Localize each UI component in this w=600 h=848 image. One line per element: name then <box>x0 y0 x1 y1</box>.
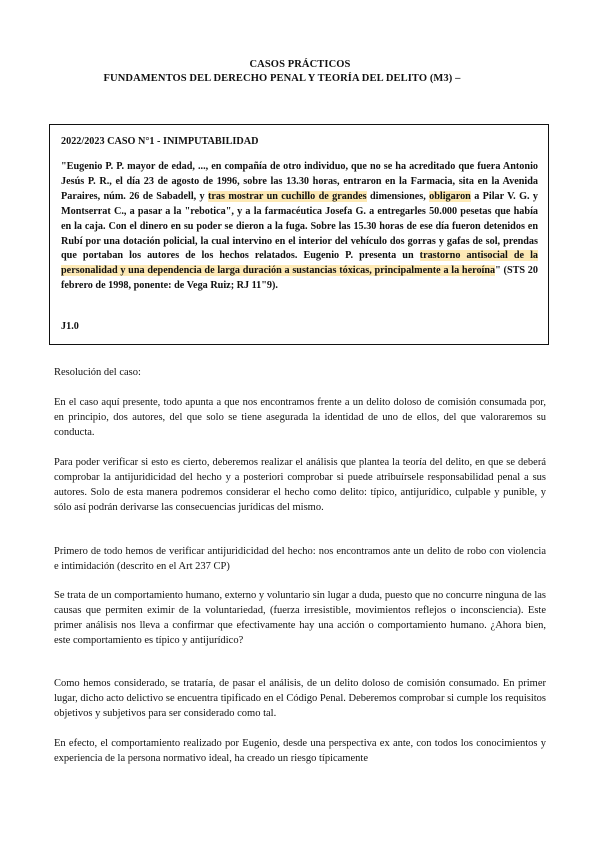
case-text-highlight2: obligaron <box>429 190 471 202</box>
paragraph-5: Como hemos considerado, se trataría, de pasar el análisis, de un delito doloso de comisión consumado. En primer lugar, dicho acto delictivo se encuentra tipificado en el Código Penal. Deberemos comprobar si cumple los requisitos objetivos y subjetivos para ser considerado como tal. <box>54 678 546 719</box>
case-text-part3: a Pilar V. G. y Montserrat C., a pasar a la "rebotica", y a la farmacéutica Josefa G. a entregarles 50.000 pesetas que había en la caja. Con el dinero en su poder se dieron a la fuga. Sobre las 15.30 horas de ese día fueron detenidos en Rubí por una dotación policial, la cual intervino en el interior del vehículo dos gorras y gafas de sol, prendas que portaban los autores de los hechos relatados. Eugenio P. presenta un <box>61 190 538 262</box>
document-subtitle: FUNDAMENTOS DEL DERECHO PENAL Y TEORÍA DEL DELITO (M3) – <box>103 73 461 84</box>
case-text-part4: " (STS 20 febrero de 1998, ponente: de Vega Ruiz; RJ 11"9). <box>61 265 538 292</box>
paragraph-6: En efecto, el comportamiento realizado por Eugenio, desde una perspectiva ex ante, con todos los conocimientos y experiencia de la persona normativo ideal, ha creado un riesgo típicamente <box>54 738 546 764</box>
case-text-part2: dimensiones, <box>366 190 430 202</box>
case-text-highlight1: tras mostrar un cuchillo de grandes <box>208 190 367 202</box>
case-text-highlight3: trastorno antisocial de la personalidad y una dependencia de larga duración a sustancias tóxicas, principalmente a la heroína <box>61 250 538 277</box>
case-text <box>61 160 538 294</box>
document-title: CASOS PRÁCTICOS <box>249 59 351 70</box>
paragraph-1: En el caso aquí presente, todo apunta a que nos encontramos frente a un delito doloso de comisión consumada por, en principio, dos autores, del que solo se tiene asegurada la identidad de uno de ellos, del que valoraremos su conducta. <box>54 397 546 438</box>
case-footer: J1.0 <box>61 321 79 332</box>
paragraph-4: Se trata de un comportamiento humano, externo y voluntario sin lugar a duda, puesto que no concurre ninguna de las causas que permiten eximir de la voluntariedad, (fuerza irresistible, movimientos reflejos o inconsciencia). Este primer análisis nos lleva a confirmar que efectivamente hay una acción o comportamiento humano. ¿Ahora bien, este comportamiento es típico y antijurídico? <box>54 590 546 646</box>
case-heading: 2022/2023 CASO N°1 - INIMPUTABILIDAD <box>61 136 259 147</box>
case-text-part1: "Eugenio P. P. mayor de edad, ..., en compañía de otro individuo, que no se ha acreditado que fuera Antonio Jesús P. R., el día 23 de agosto de 1996, sobre las 13.30 horas, entraron en la Farmacia, sita en la Avenida Paraires, núm. 26 de Sabadell, y <box>61 161 538 202</box>
paragraph-2: Para poder verificar si esto es cierto, deberemos realizar el análisis que plantea la teoría del delito, en que se deberá comprobar la antijuridicidad del hecho y a posteriori comprobar si puede atribuírsele responsabilidad penal a sus autores. Solo de esta manera podremos considerar el hecho como delito: típico, antijurídico, culpable y punible, y sólo así podrán derivarse las consecuencias jurídicas del mismo. <box>54 457 546 513</box>
case-box <box>49 124 549 345</box>
resolution-heading: Resolución del caso: <box>54 367 141 378</box>
paragraph-3: Primero de todo hemos de verificar antijuridicidad del hecho: nos encontramos ante un delito de robo con violencia e intimidación (descrito en el Art 237 CP) <box>54 546 546 572</box>
